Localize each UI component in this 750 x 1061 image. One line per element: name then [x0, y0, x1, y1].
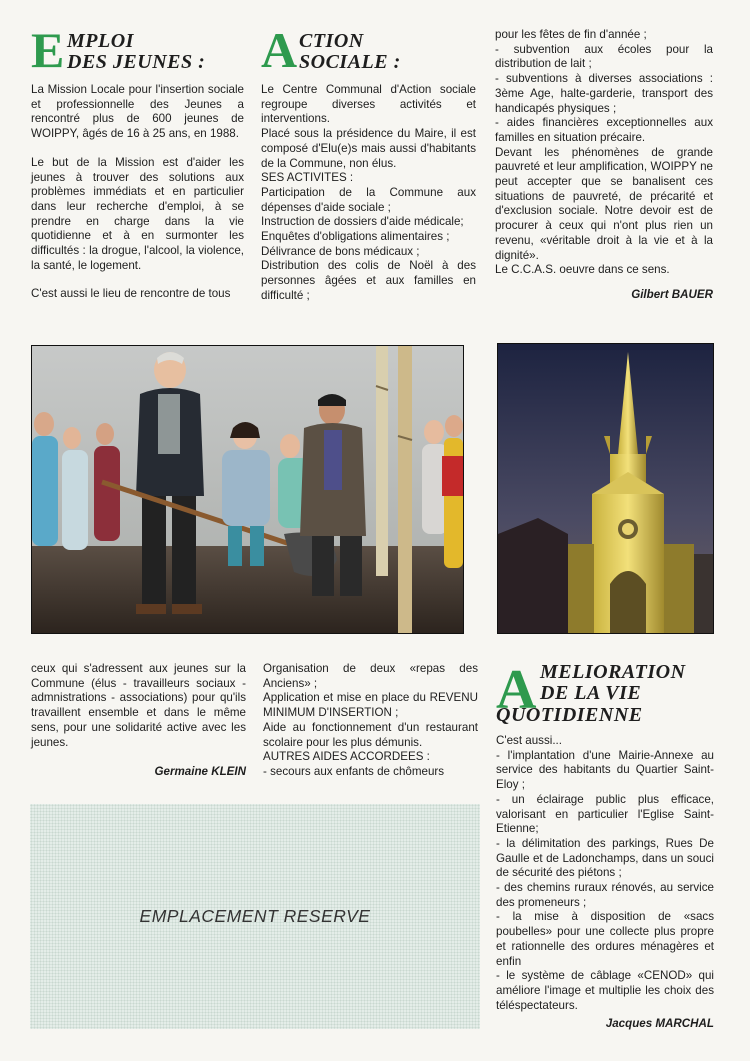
amelioration-text-line: C'est aussi...	[496, 734, 563, 747]
emploi-heading	[31, 22, 244, 78]
action-text-line: Devant les phénomènes de grande pauvreté et leur amplification, WOIPPY ne peut accepter que se banalisent ces situations de pauvreté, de précarité et d'exclusion sociale. Notre devoir est de procurer à ceux qui n'ont plus rien un revenu, «véritable droit à la vie et à la dignité».	[495, 145, 713, 262]
amelioration-text-line: - la délimitation des parkings, Rues De Gaulle et de Ladonchamps, dans un souci de sécurité des piétons ;	[496, 836, 714, 880]
emploi-paragraph-1: La Mission Locale pour l'insertion sociale et professionnelle des Jeunes a rencontré plus de 600 jeunes de WOIPPY, âgés de 16 à 25 ans, en 1988.	[31, 83, 244, 141]
action-text-line: Le C.C.A.S. oeuvre dans ce sens.	[495, 263, 670, 277]
action-text-line: Le Centre Communal d'Action sociale regroupe diverses activités et interventions.	[261, 83, 476, 126]
amelioration-heading-line1: MELIORATION	[540, 661, 686, 683]
action-text-line: Application et mise en place du REVENU MINIMUM D'INSERTION ;	[263, 691, 478, 720]
reserved-label: EMPLACEMENT RESERVE	[139, 906, 371, 926]
action-text-line: Organisation de deux «repas des Anciens» ;	[263, 662, 478, 690]
amelioration-column	[496, 659, 714, 1031]
emploi-paragraph-continued: ceux qui s'adressent aux jeunes sur la Commune (élus - travailleurs sociaux - admnistrations - associations) pour qu'ils travaillent ensemble et dans le même sens, pour une solidarité active avec les jeunes.	[31, 662, 246, 749]
emploi-paragraph-3: C'est aussi le lieu de rencontre de tous	[31, 287, 231, 301]
action-continuation-column	[495, 28, 713, 301]
emploi-heading-line2: DES JEUNES :	[67, 51, 206, 73]
action-text-line: pour les fêtes de fin d'année ;	[495, 28, 647, 41]
action-text-line: - secours aux enfants de chômeurs	[263, 764, 445, 778]
action-text-line: Instruction de dossiers d'aide médicale;	[261, 215, 464, 229]
emploi-signature: Germaine KLEIN	[154, 765, 246, 779]
amelioration-text-line: - l'implantation d'une Mairie-Annexe au service des habitants du Quartier Saint-Eloy ;	[496, 748, 714, 792]
action-text-line: Délivrance de bons médicaux ;	[261, 244, 420, 258]
action-bottom-column	[263, 662, 478, 780]
emploi-paragraph-2: Le but de la Mission est d'aider les jeunes à trouver des solutions aux problèmes immédiats et en particulier dans leur recherche d'emploi, à se prendre en charge dans la vie quotidienne et à en surmonter les difficultés : la drogue, l'alcool, la violence, la santé, le logement.	[31, 155, 244, 272]
emploi-heading-line1: MPLOI	[67, 30, 134, 52]
action-text-line: Aide au fonctionnement d'un restaurant scolaire pour les plus démunis.	[263, 720, 478, 749]
amelioration-signature: Jacques MARCHAL	[605, 1017, 714, 1031]
action-heading-line2: SOCIALE :	[299, 51, 401, 73]
action-column	[261, 22, 476, 304]
emploi-drop-cap: E	[31, 22, 65, 78]
reserved-placeholder-box	[30, 804, 480, 1029]
church-night-photo	[497, 343, 714, 634]
action-text-line: Participation de la Commune aux dépenses d'aide sociale ;	[261, 185, 476, 214]
action-text-line: SES ACTIVITES :	[261, 171, 354, 185]
action-heading-line1: CTION	[299, 30, 364, 52]
action-text-line: - aides financières exceptionnelles aux familles en situation précaire.	[495, 116, 713, 144]
amelioration-text-line: - des chemins ruraux rénovés, au service des promeneurs ;	[496, 881, 714, 909]
amelioration-text-line: - la mise à disposition de «sacs poubelles» pour une collecte plus propre et rationnelle des ordures ménagères et enfin	[496, 910, 714, 968]
amelioration-heading-line3: QUOTIDIENNE	[496, 704, 643, 726]
amelioration-text-line: - le système de câblage «CENOD» qui améliore l'image et multiplie les choix des téléspectateurs.	[496, 969, 714, 1012]
emploi-column	[31, 22, 244, 302]
amelioration-heading-line2: DE LA VIE	[540, 682, 642, 704]
emploi-continuation-column	[31, 662, 246, 778]
action-signature: Gilbert BAUER	[631, 287, 713, 301]
tree-planting-illustration	[32, 346, 463, 633]
church-illustration	[498, 344, 713, 633]
action-text-line: - subvention aux écoles pour la distribution de lait ;	[495, 42, 713, 71]
action-heading	[261, 22, 476, 78]
action-drop-cap: A	[261, 22, 298, 78]
action-text-line: Enquêtes d'obligations alimentaires ;	[261, 230, 450, 244]
action-text-line: Distribution des colis de Noël à des personnes âgées et aux familles en difficulté ;	[261, 259, 476, 302]
amelioration-heading	[496, 659, 714, 728]
amelioration-text-line: - un éclairage public plus efficace, valorisant en particulier l'Eglise Saint-Etienne;	[496, 792, 714, 836]
action-text-line: Placé sous la présidence du Maire, il est composé d'Elu(e)s mais aussi d'habitants de la Commune, non élus.	[261, 127, 476, 170]
tree-planting-photo	[31, 345, 464, 634]
action-text-line: AUTRES AIDES ACCORDEES :	[263, 750, 430, 764]
amelioration-drop-cap: A	[496, 659, 537, 721]
action-text-line: - subventions à diverses associations : 3ème Age, halte-garderie, transport des handicapés physiques ;	[495, 72, 713, 115]
